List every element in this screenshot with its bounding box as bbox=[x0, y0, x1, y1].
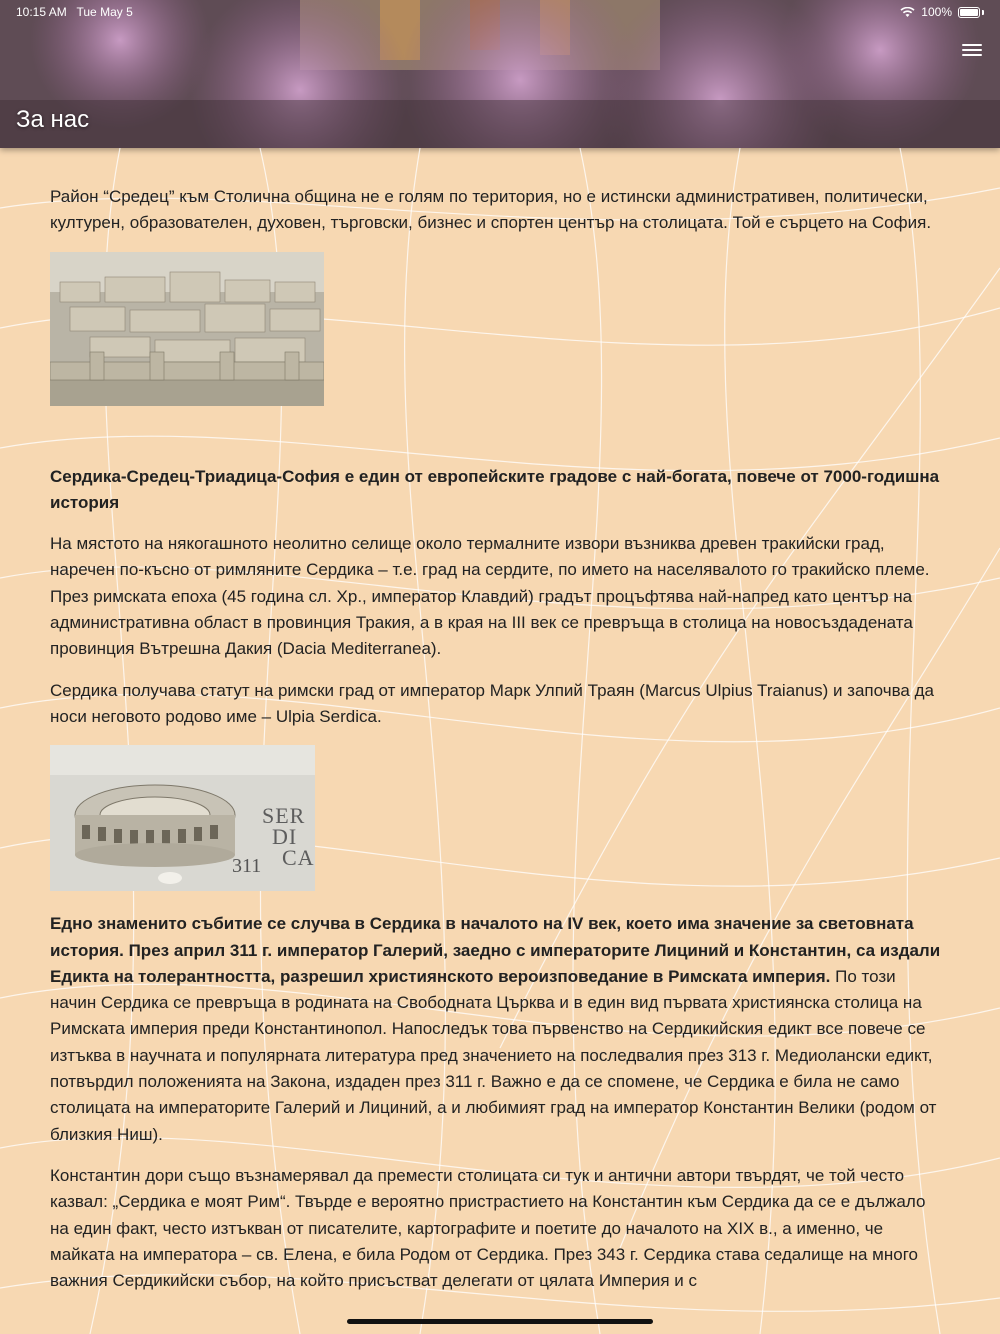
article bbox=[50, 184, 945, 1309]
edict-paragraph-bold: Едно знаменито събитие се случва в Сердика в началото на IV век, което има значение за световната история. През април 311 г. император Галерий, заедно с императорите Лициний и Константин, са издали Едикта на толерантността, разрешил християнското вероизповедание в Римската империя. bbox=[50, 914, 941, 986]
status-bar bbox=[0, 0, 1000, 24]
logo-line-1: SER bbox=[262, 803, 306, 829]
serdica-reconstruction-image bbox=[50, 252, 324, 406]
battery-percent: 100% bbox=[921, 5, 952, 19]
history-heading-text: Сердика-Средец-Триадица-София е един от европейските градове с най-богата, повече от 7000-годишна история bbox=[50, 466, 940, 512]
status-date-text: Tue May 5 bbox=[76, 5, 133, 19]
thracian-origin-paragraph: На мястото на някогашното неолитно селище около термалните извори възниква древен тракийски град, наречен по-късно от римляните Сердика – т.е. град на сердите, по името на населявалото го тракийско племе. През римската епоха (45 година сл. Хр., император Клавдий) градът процъфтява най-напред като център на административна област в провинция Тракия, а в края на III век се превръща в столица на новосъздадената провинция Вътрешна Дакия (Dacia Mediterranea). bbox=[50, 534, 930, 659]
home-indicator[interactable] bbox=[347, 1319, 653, 1324]
serdica-311-image bbox=[50, 745, 315, 891]
status-indicators bbox=[900, 5, 984, 19]
page-title: За нас bbox=[16, 106, 90, 133]
constantine-paragraph: Константин дори също възнамерявал да премести столицата си тук и антични автори твърдят, че той често казвал: „Сердика е моят Рим“. Твърде е вероятно пристрастието на Константин към Сердика да се е дължало на един факт, често изтъкван от писателите, картографите и поетите до началото на XIX в., а именно, че майката на императора – св. Елена, е била Родом от Сердика. През 343 г. Сердика става седалище на много важния Сердикийски събор, на който присъстват делегати от цялата Империя и с bbox=[50, 1165, 926, 1291]
battery-tip bbox=[982, 10, 984, 15]
header-banner bbox=[0, 0, 1000, 148]
battery-icon bbox=[958, 7, 980, 18]
history-heading bbox=[50, 464, 945, 517]
city-model-illustration bbox=[50, 252, 324, 406]
status-time bbox=[16, 5, 133, 19]
intro-paragraph: Район “Средец” към Столична община не е голям по територия, но е истински административен, политически, културен, образователен, духовен, търговски, бизнес и спортен център на столицата. Той е сърцето на София. bbox=[50, 187, 932, 233]
serdica-logo bbox=[262, 803, 315, 871]
wifi-icon bbox=[900, 7, 915, 18]
logo-line-2: DI bbox=[272, 824, 298, 850]
status-time-text: 10:15 AM bbox=[16, 5, 67, 19]
logo-number: 311 bbox=[232, 855, 262, 878]
roman-status-paragraph: Сердика получава статут на римски град от император Марк Улпий Траян (Marcus Ulpius Traianus) и започва да носи неговото родово име – Ulpia Serdica. bbox=[50, 680, 934, 726]
edict-paragraph bbox=[50, 911, 945, 1148]
content-area[interactable] bbox=[0, 148, 1000, 1334]
hamburger-menu-icon[interactable] bbox=[962, 42, 982, 58]
logo-line-3: CA bbox=[282, 845, 315, 871]
edict-paragraph-rest: По този начин Сердика се превръща в родината на Свободната Църква и в един вид първата християнска столица на Римската империя преди Константинопол. Напоследък това първенство на Сердикийския едикт все повече се изтъква в научната и популярната литература пред значението на последвалия през 313 г. Медиолански едикт, потвърдил положенията на Закона, издаден през 311 г. Важно е да се спомене, че Сердика е била не само столицата на императорите Галерий и Лициний, а и любимият град на император Константин Велики (родом от близкия Ниш). bbox=[50, 966, 937, 1144]
